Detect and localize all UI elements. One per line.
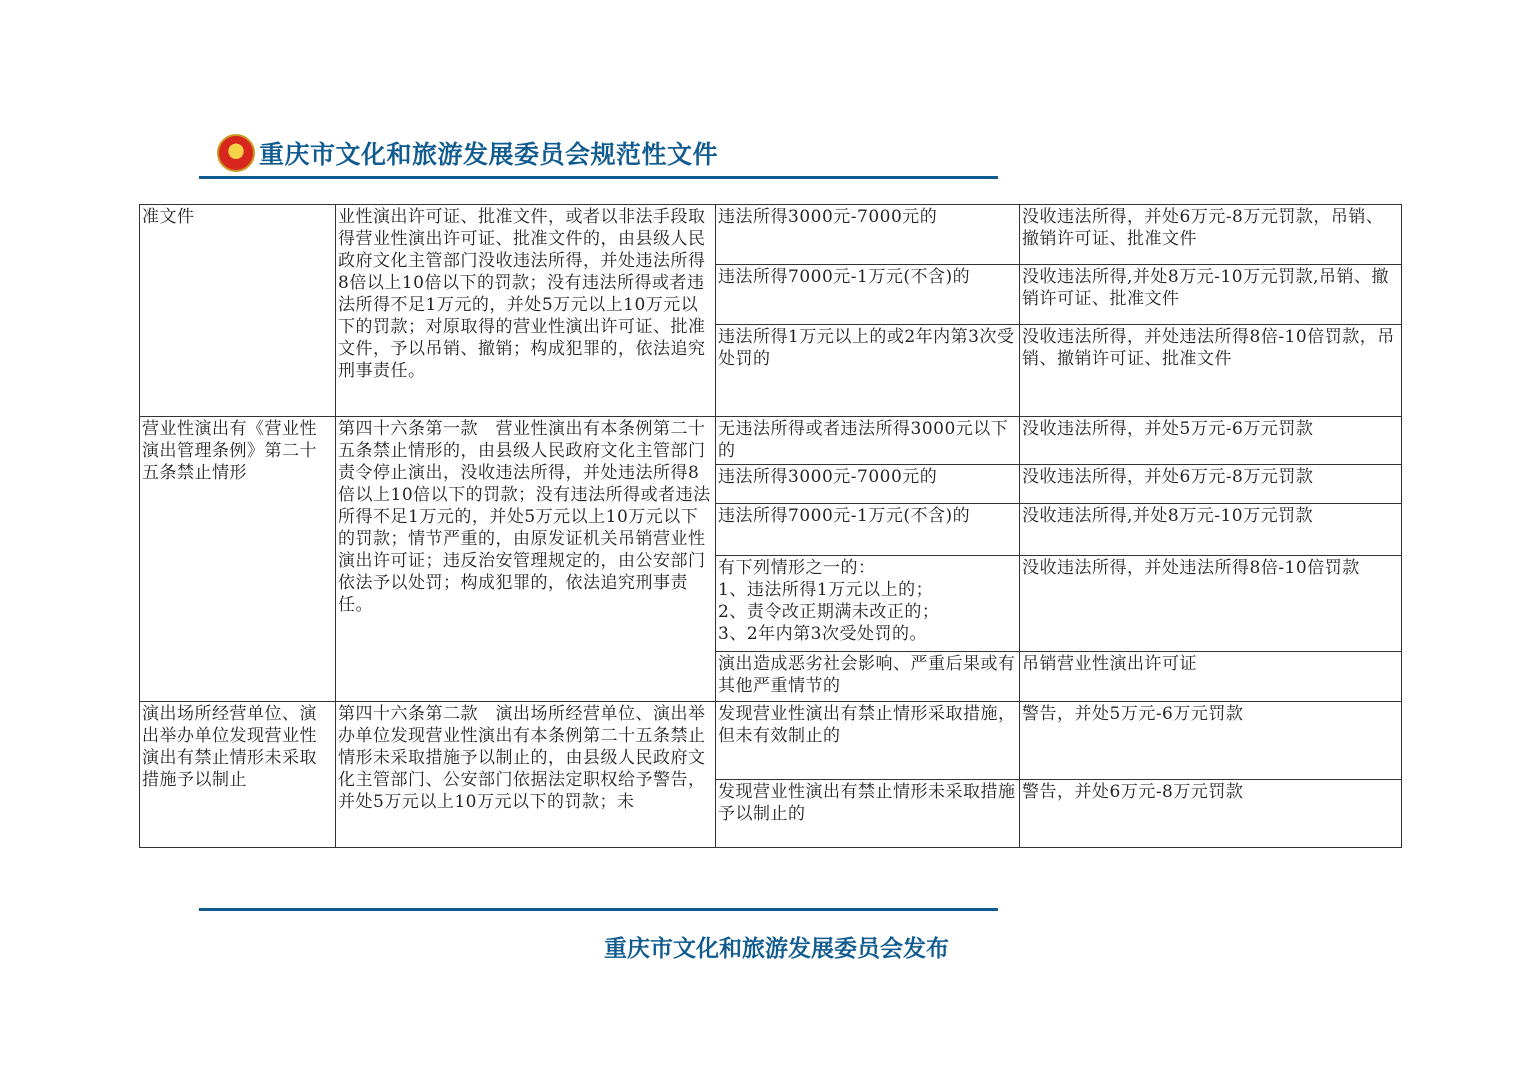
- penalty-cell: 警告，并处5万元-6万元罚款: [1020, 702, 1402, 780]
- footer-divider: [199, 908, 998, 911]
- behavior-cell: 演出场所经营单位、演出举办单位发现营业性演出有禁止情形未采取措施予以制止: [140, 702, 336, 848]
- header-title: 重庆市文化和旅游发展委员会规范性文件: [259, 140, 719, 169]
- circumstance-cell: 发现营业性演出有禁止情形未采取措施予以制止的: [716, 780, 1020, 848]
- circumstance-cell: 违法所得7000元-1万元(不含)的: [716, 504, 1020, 556]
- circumstance-cell: 违法所得3000元-7000元的: [716, 465, 1020, 504]
- table-row: [140, 417, 1402, 465]
- circumstance-cell: 有下列情形之一的： 1、违法所得1万元以上的； 2、责令改正期满未改正的； 3、2年内第3次受处罚的。: [716, 556, 1020, 652]
- table-row: [140, 205, 1402, 265]
- penalty-standard-table: [139, 204, 1402, 848]
- penalty-cell: 没收违法所得，并处违法所得8倍-10倍罚款: [1020, 556, 1402, 652]
- document-header: [217, 132, 718, 174]
- header-divider: [199, 176, 998, 179]
- penalty-cell: 没收违法所得，并处6万元-8万元罚款: [1020, 465, 1402, 504]
- circumstance-cell: 演出造成恶劣社会影响、严重后果或有其他严重情节的: [716, 652, 1020, 702]
- penalty-cell: 吊销营业性演出许可证: [1020, 652, 1402, 702]
- penalty-cell: 警告，并处6万元-8万元罚款: [1020, 780, 1402, 848]
- behavior-cell: 准文件: [140, 205, 336, 417]
- penalty-cell: 没收违法所得，并处违法所得8倍-10倍罚款，吊销、撤销许可证、批准文件: [1020, 325, 1402, 417]
- legal-basis-cell: 第四十六条第一款 营业性演出有本条例第二十五条禁止情形的，由县级人民政府文化主管部门责令停止演出，没收违法所得，并处违法所得8倍以上10倍以下的罚款；没有违法所得或者违法所得不足1万元的，并处5万元以上10万元以下的罚款；情节严重的，由原发证机关吊销营业性演出许可证；违反治安管理规定的，由公安部门依法予以处罚；构成犯罪的，依法追究刑事责任。: [336, 417, 716, 702]
- penalty-cell: 没收违法所得,并处8万元-10万元罚款,吊销、撤销许可证、批准文件: [1020, 265, 1402, 325]
- legal-basis-cell: 业性演出许可证、批准文件，或者以非法手段取得营业性演出许可证、批准文件的，由县级人民政府文化主管部门没收违法所得，并处违法所得8倍以上10倍以下的罚款；没有违法所得或者违法所得不足1万元的，并处5万元以上10万元以下的罚款；对原取得的营业性演出许可证、批准文件，予以吊销、撤销；构成犯罪的，依法追究刑事责任。: [336, 205, 716, 417]
- circumstance-cell: 违法所得1万元以上的或2年内第3次受处罚的: [716, 325, 1020, 417]
- table-row: [140, 702, 1402, 780]
- penalty-cell: 没收违法所得，并处6万元-8万元罚款，吊销、撤销许可证、批准文件: [1020, 205, 1402, 265]
- legal-basis-cell: 第四十六条第二款 演出场所经营单位、演出举办单位发现营业性演出有本条例第二十五条禁止情形未采取措施予以制止的，由县级人民政府文化主管部门、公安部门依据法定职权给予警告，并处5万元以上10万元以下的罚款；未: [336, 702, 716, 848]
- circumstance-cell: 发现营业性演出有禁止情形采取措施，但未有效制止的: [716, 702, 1020, 780]
- circumstance-cell: 违法所得7000元-1万元(不含)的: [716, 265, 1020, 325]
- circumstance-cell: 无违法所得或者违法所得3000元以下的: [716, 417, 1020, 465]
- penalty-cell: 没收违法所得,并处8万元-10万元罚款: [1020, 504, 1402, 556]
- behavior-cell: 营业性演出有《营业性演出管理条例》第二十五条禁止情形: [140, 417, 336, 702]
- circumstance-cell: 违法所得3000元-7000元的: [716, 205, 1020, 265]
- national-emblem-icon: ★: [217, 134, 255, 172]
- penalty-cell: 没收违法所得，并处5万元-6万元罚款: [1020, 417, 1402, 465]
- footer-title: 重庆市文化和旅游发展委员会发布: [604, 935, 949, 962]
